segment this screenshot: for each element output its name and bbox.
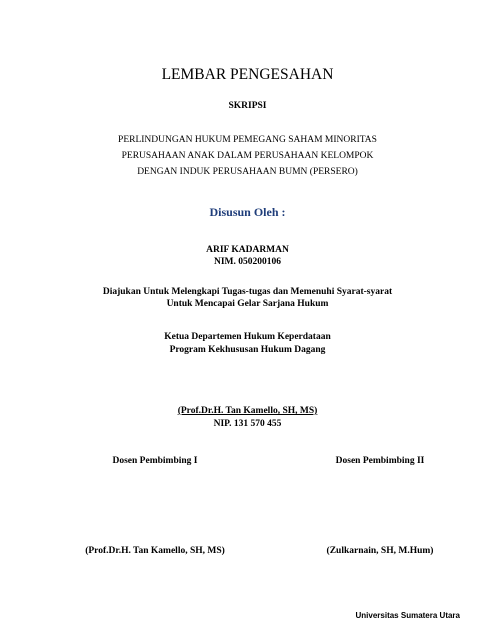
purpose-line-2: Untuk Mencapai Gelar Sarjana Hukum	[166, 299, 329, 309]
author-nim: NIM. 050200106	[213, 257, 282, 267]
department-line-2: Program Kekhususan Hukum Dagang	[169, 345, 326, 355]
thesis-title-line-1: PERLINDUNGAN HUKUM PEMEGANG SAHAM MINORITAS	[118, 135, 377, 145]
supervisor-1-name: (Prof.Dr.H. Tan Kamello, SH, MS)	[85, 546, 225, 556]
thesis-title-line-3: DENGAN INDUK PERUSAHAAN BUMN (PERSERO)	[137, 167, 358, 177]
purpose-line-1: Diajukan Untuk Melengkapi Tugas-tugas dan Memenuhi Syarat-syarat	[102, 287, 393, 297]
supervisor-1-label: Dosen Pembimbing I	[112, 456, 198, 466]
university-footer: Universitas Sumatera Utara	[355, 611, 460, 620]
supervisor-2-label: Dosen Pembimbing II	[335, 456, 425, 466]
thesis-title-line-2: PERUSAHAAN ANAK DALAM PERUSAHAAN KELOMPOK	[121, 151, 374, 161]
department-line-1: Ketua Departemen Hukum Keperdataan	[164, 332, 331, 342]
document-type: SKRIPSI	[228, 101, 267, 111]
page-title: LEMBAR PENGESAHAN	[161, 66, 334, 83]
department-head-nip: NIP. 131 570 455	[213, 419, 282, 429]
author-name: ARIF KADARMAN	[206, 245, 289, 255]
supervisor-2-name: (Zulkarnain, SH, M.Hum)	[326, 546, 434, 556]
compiled-by-label: Disusun Oleh :	[209, 205, 286, 219]
department-head-name: (Prof.Dr.H. Tan Kamello, SH, MS)	[177, 406, 318, 416]
